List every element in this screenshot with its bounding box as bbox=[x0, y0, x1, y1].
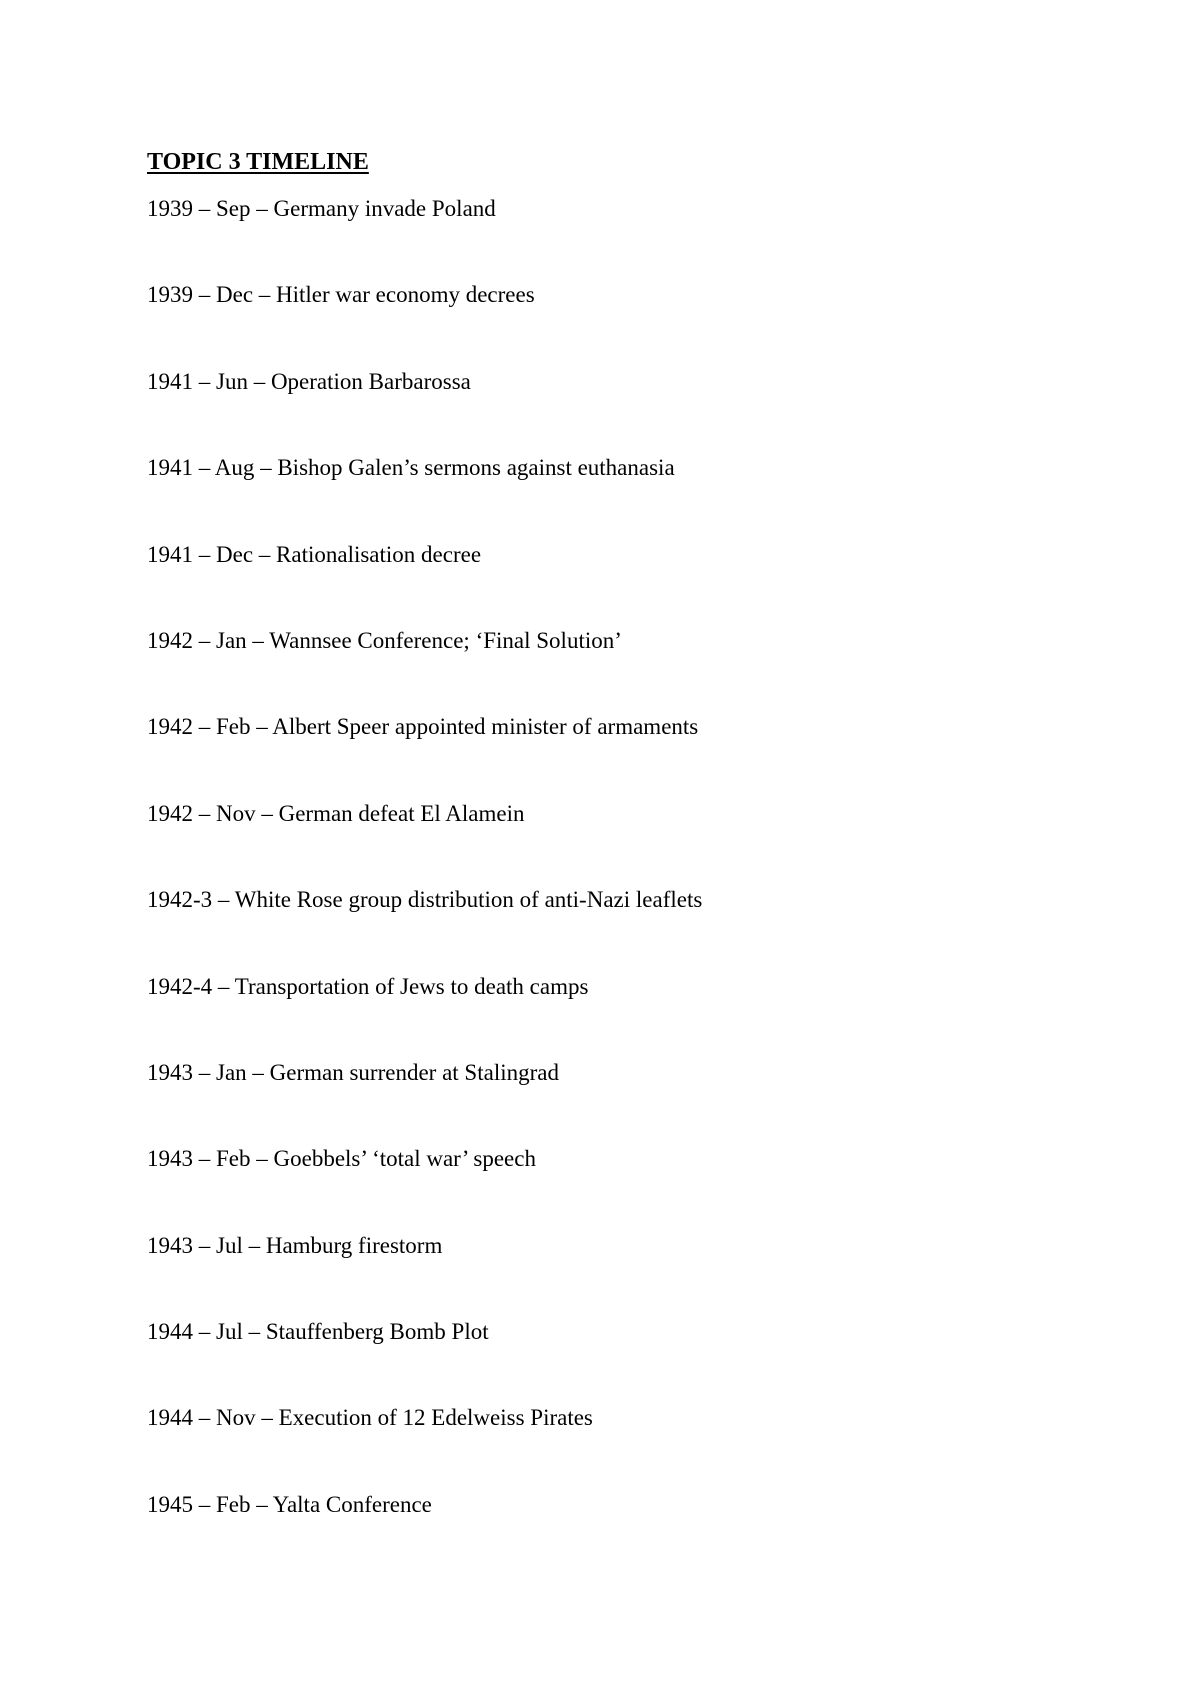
timeline-entry: 1942 – Feb – Albert Speer appointed minister of armaments bbox=[147, 714, 699, 740]
timeline-entry: 1942-4 – Transportation of Jews to death camps bbox=[147, 973, 589, 999]
timeline-entry: 1941 – Jun – Operation Barbarossa bbox=[147, 368, 471, 394]
timeline-entry: 1942 – Jan – Wannsee Conference; ‘Final Solution’ bbox=[147, 627, 622, 653]
timeline-entry: 1942-3 – White Rose group distribution of anti-Nazi leaflets bbox=[147, 887, 703, 913]
timeline-list bbox=[147, 195, 702, 1577]
timeline-entry: 1944 – Jul – Stauffenberg Bomb Plot bbox=[147, 1319, 489, 1345]
page-title: TOPIC 3 TIMELINE bbox=[147, 149, 369, 175]
timeline-entry: 1941 – Aug – Bishop Galen’s sermons against euthanasia bbox=[147, 455, 675, 481]
timeline-entry: 1945 – Feb – Yalta Conference bbox=[147, 1491, 432, 1517]
timeline-entry: 1943 – Feb – Goebbels’ ‘total war’ speech bbox=[147, 1146, 536, 1172]
timeline-entry: 1943 – Jul – Hamburg firestorm bbox=[147, 1232, 443, 1258]
timeline-entry: 1941 – Dec – Rationalisation decree bbox=[147, 541, 482, 567]
timeline-entry: 1944 – Nov – Execution of 12 Edelweiss Pirates bbox=[147, 1405, 593, 1431]
timeline-entry: 1939 – Sep – Germany invade Poland bbox=[147, 196, 496, 221]
timeline-entry: 1943 – Jan – German surrender at Stalingrad bbox=[147, 1059, 559, 1085]
timeline-entry: 1939 – Dec – Hitler war economy decrees bbox=[147, 282, 535, 308]
timeline-entry: 1942 – Nov – German defeat El Alamein bbox=[147, 800, 525, 826]
